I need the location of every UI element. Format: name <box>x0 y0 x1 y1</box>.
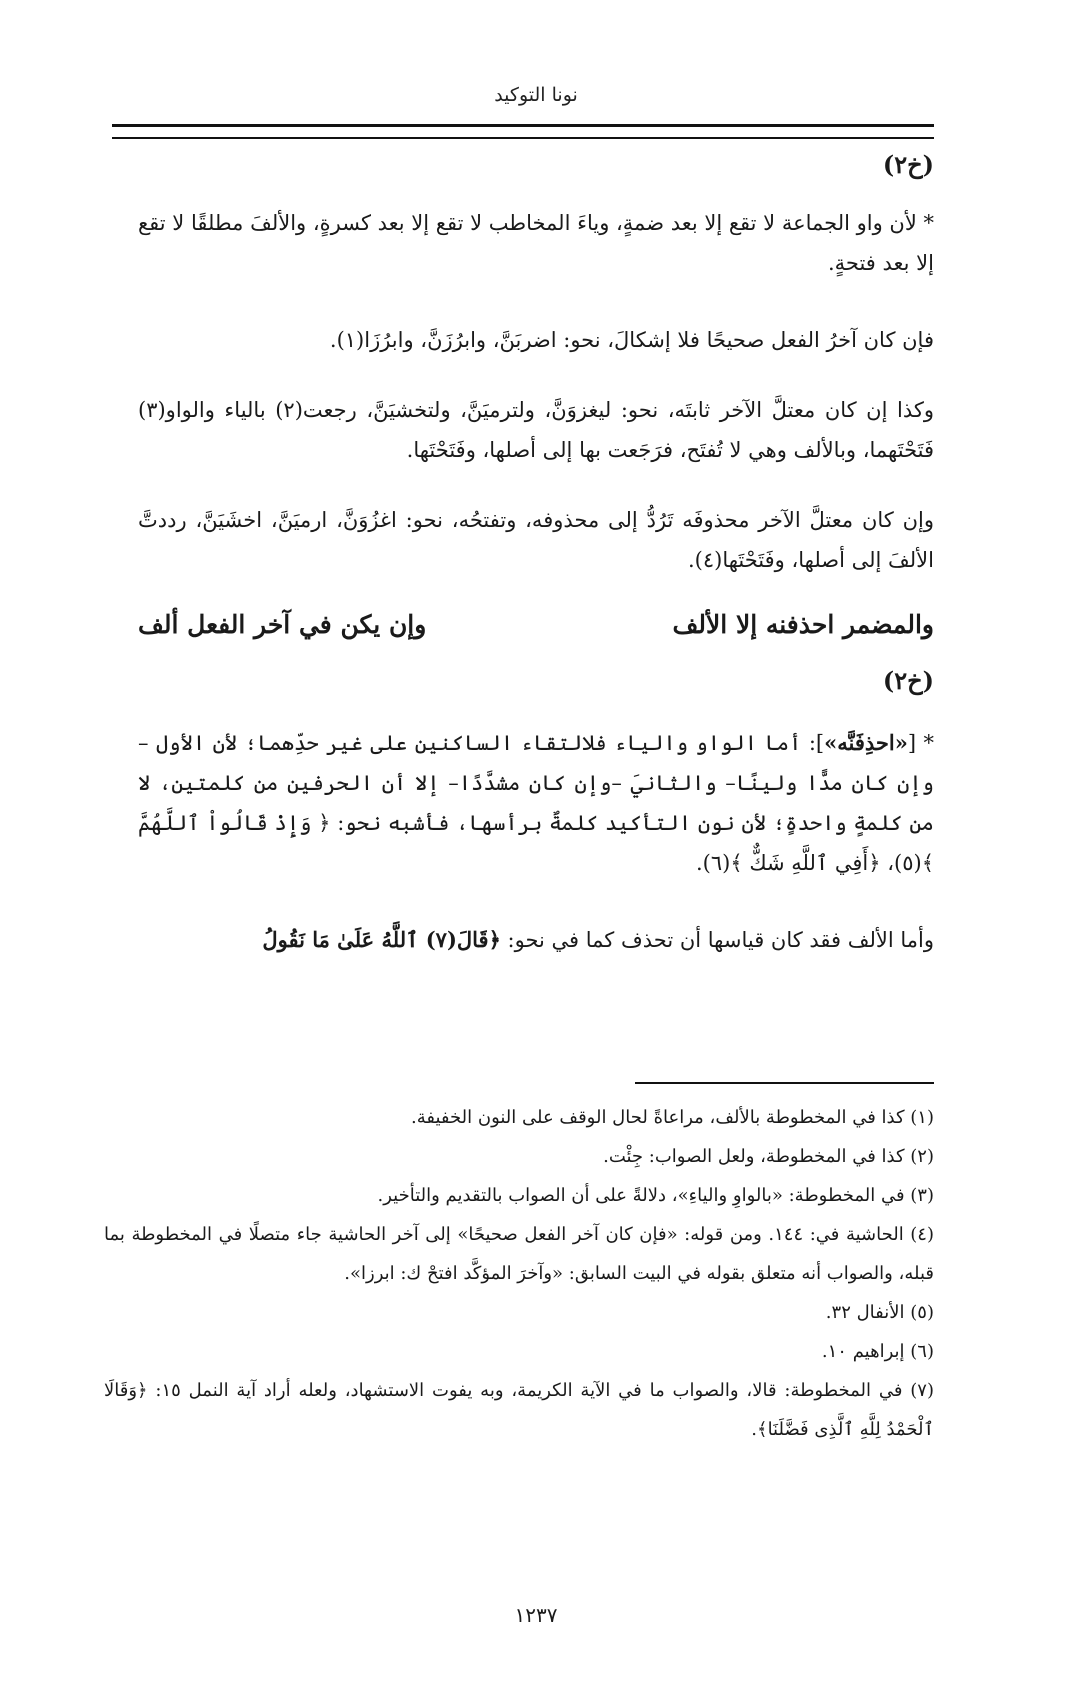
header-rule-thin <box>112 137 934 139</box>
footnote-4: (٤) الحاشية في: ١٤٤. ومن قوله: «فإن كان آخر الفعل صحيحًا» إلى آخر الحاشية جاء متصلًا في المخطوطة بما قبله، والصواب أنه متعلق بقوله في البيت السابق: «وآخرَ المؤكَّد افتحْ ك: ابرزا». <box>104 1224 934 1284</box>
verse-first-hemistich: والمضمر احذفنه إلا الألف <box>672 610 934 639</box>
paragraph-6-verse: ﴿قَالَ(٧) ٱللَّهُ عَلَىٰ مَا نَقُولُ <box>262 927 501 952</box>
paragraph-4-text: وإن كان معتلَّ الآخر محذوفَه تَرُدُّ إلى محذوفه، وتفتحُه، نحو: اغزُوَنَّ، ارميَنَّ، اخشَيَنَّ، رددتَّ الألفَ إلى أصلها، وفَتَحْتَها(٤). <box>138 508 934 572</box>
paragraph-4 <box>138 500 934 580</box>
paragraph-2 <box>138 320 934 360</box>
paragraph-5-body: ]: أما الواو والياء فلالتقاء الساكنين على غير حدِّهما؛ لأن الأول –وإن كان مدًّا ولينًا– والثانيَ –وإن كان مشدَّدًا– إلا أن الحرفين من كلمتين، لا من كلمةٍ واحدةٍ؛ لأن نون التأكيد كلمةٌ برأسها، فأشبه نحو: ﴿ وَإِذْ قَالُواْ ٱللَّهُمَّ ﴾(٥)، ﴿أَفِي ٱللَّهِ شَكٌّ ﴾(٦). <box>138 731 934 875</box>
paragraph-5 <box>138 723 934 883</box>
paragraph-6-text <box>138 920 934 960</box>
manuscript-marker: (خ٢) <box>882 150 934 179</box>
paragraph-6-body: وأما الألف فقد كان قياسها أن تحذف كما في نحو: <box>500 928 934 952</box>
footnote-3: (٣) في المخطوطة: «بالواوِ والياءِ»، دلالةً على أن الصواب بالتقديم والتأخير. <box>377 1185 934 1206</box>
footnote-6: (٦) إبراهيم ١٠. <box>821 1341 934 1362</box>
footnotes <box>104 1098 934 1449</box>
header-rule-thick <box>112 124 934 127</box>
footnote-7: (٧) في المخطوطة: قالا، والصواب ما في الآية الكريمة، وبه يفوت الاستشهاد، ولعله أراد آية النمل ١٥: ﴿وَقَالَا ٱلْحَمْدُ لِلَّهِ ٱلَّذِى فَضَّلَنَا﴾. <box>104 1380 934 1440</box>
paragraph-2-text: فإن كان آخرُ الفعل صحيحًا فلا إشكالَ، نحو: اضربَنَّ، وابرُزَنَّ، وابرُزَا(١). <box>329 328 934 352</box>
paragraph-1-text: * لأن واو الجماعة لا تقع إلا بعد ضمةٍ، وياءَ المخاطب لا تقع إلا بعد كسرةٍ، والألفَ مطلقًا لا تقع إلا بعد فتحةٍ. <box>137 211 934 275</box>
manuscript-marker-2: (خ٢) <box>882 666 934 695</box>
footnote-5: (٥) الأنفال ٣٢. <box>825 1302 934 1323</box>
footnote-separator <box>635 1082 934 1084</box>
paragraph-5-keyword: «احذِفَنَّه» <box>824 730 908 755</box>
paragraph-1 <box>138 203 934 283</box>
paragraph-3 <box>138 390 934 470</box>
verse-second-hemistich: وإن يكن في آخر الفعل ألف <box>138 610 427 639</box>
paragraph-3-text: وكذا إن كان معتلَّ الآخر ثابتَه، نحو: ليغزوَنَّ، ولترميَنَّ، ولتخشيَنَّ، رجعت(٢) بالياء والواو(٣) فَتَحْتَهما، وبالألف وهي لا تُفتَح، فرَجَعت بها إلى أصلها، وفَتَحْتَها. <box>138 398 934 462</box>
running-header: نونا التوكيد <box>494 84 578 106</box>
verse-line <box>138 610 934 639</box>
paragraph-5-star: * [ <box>907 731 934 755</box>
paragraph-5-text <box>138 723 934 883</box>
page-number: ١٢٣٧ <box>514 1603 558 1627</box>
footnote-1: (١) كذا في المخطوطة بالألف، مراعاةً لحال الوقف على النون الخفيفة. <box>411 1107 934 1128</box>
paragraph-6 <box>138 920 934 960</box>
footnote-2: (٢) كذا في المخطوطة، ولعل الصواب: جِئْت. <box>603 1146 934 1167</box>
